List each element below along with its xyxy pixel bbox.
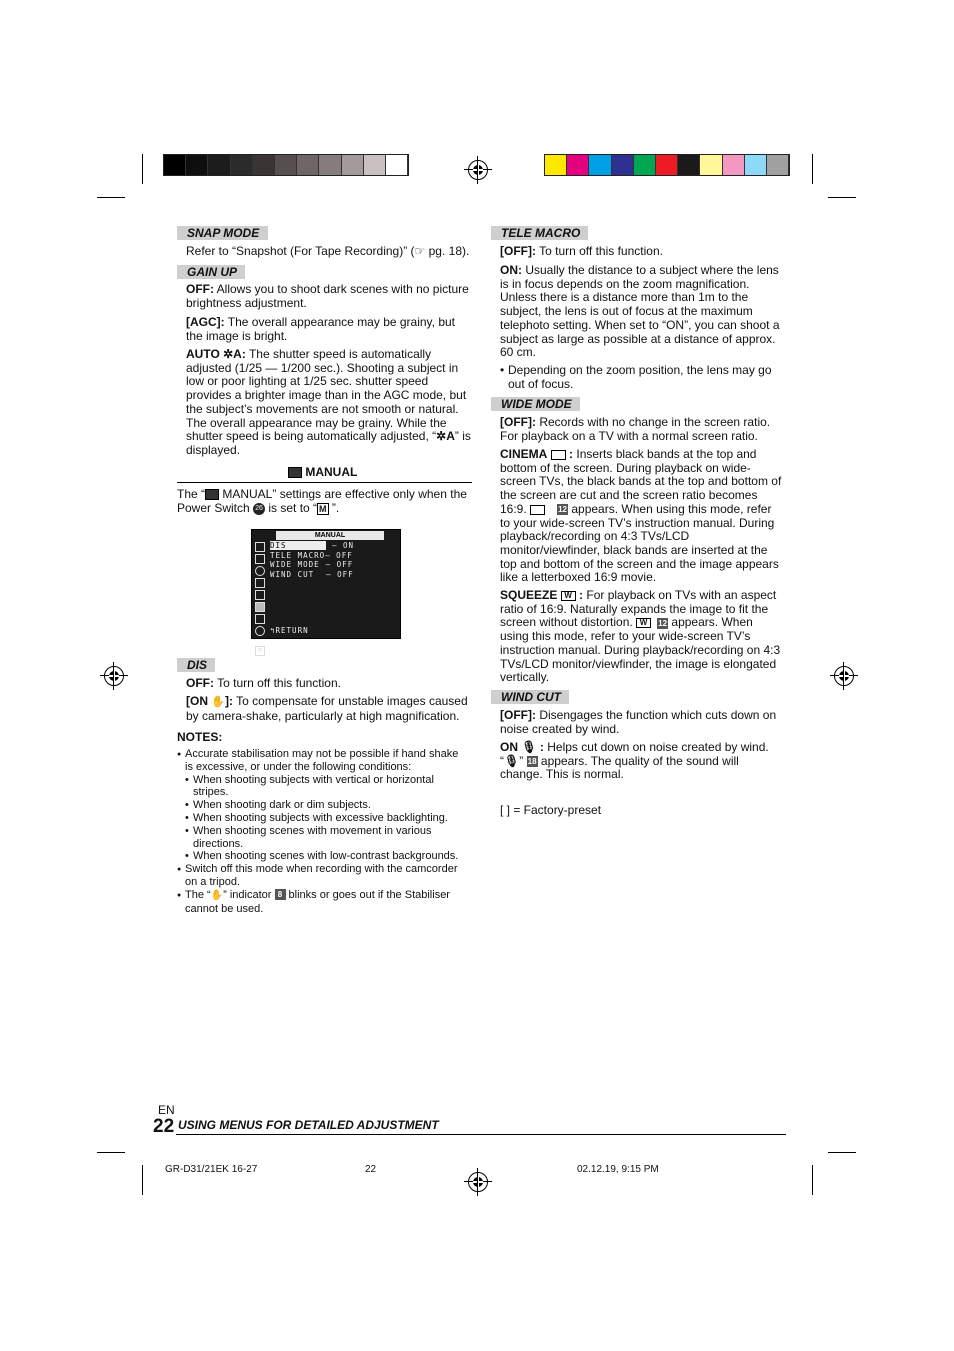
screen-return: ↰RETURN xyxy=(270,626,309,635)
color-swatch xyxy=(767,155,789,175)
notes-list xyxy=(177,748,469,915)
label: : xyxy=(536,740,544,754)
row-value: – OFF xyxy=(325,550,353,560)
crop-mark xyxy=(142,154,143,184)
text: ”. xyxy=(328,500,340,515)
text: Helps cut down on noise created by wind. “ xyxy=(500,740,769,768)
crop-mark xyxy=(97,1152,125,1153)
cinema-icon xyxy=(530,505,545,515)
label: [OFF]: xyxy=(500,244,536,258)
text: MANUAL” settings are effective only when the Power Switch xyxy=(177,487,467,515)
notes-bullets xyxy=(177,748,469,915)
return-label: RETURN xyxy=(275,626,309,635)
menu-icon xyxy=(255,578,265,588)
wind-cut-icon: 🎙 xyxy=(521,740,537,754)
screen-icon-column xyxy=(254,540,266,654)
note-sub-item: • When shooting subjects with excessive backlighting. xyxy=(185,812,469,825)
text: ” xyxy=(519,753,527,768)
note-item: ● Switch off this mode when recording with the camcorder on a tripod. xyxy=(177,863,469,889)
manual-menu-icon xyxy=(288,467,302,478)
color-swatch xyxy=(745,155,767,175)
label: [OFF]: xyxy=(500,708,536,722)
text: appears. The quality of the sound will change. This is normal. xyxy=(500,753,739,782)
color-swatch xyxy=(678,155,700,175)
row-name: DIS xyxy=(270,541,326,550)
note-sub-item: • When shooting dark or dim subjects. xyxy=(185,799,469,812)
label: ON: xyxy=(500,263,522,277)
dis-off xyxy=(186,677,474,691)
auto-gain-icon: ✲A xyxy=(436,429,455,444)
indicator-number-badge: 8 xyxy=(275,889,286,900)
text: Inserts black bands at the top and bottom of the screen. During playback on wide-screen TVs, the black bands at the top and bottom of the screen are cut and the screen ratio becomes 16:9. xyxy=(500,447,782,516)
crop-mark xyxy=(828,197,856,198)
color-swatch xyxy=(545,155,567,175)
crop-mark xyxy=(142,1165,143,1195)
print-date: 02.12.19, 9:15 PM xyxy=(577,1164,659,1175)
hand-shake-icon: ✋ xyxy=(211,696,226,708)
label: ]: xyxy=(225,694,234,708)
color-swatch xyxy=(253,155,275,175)
gain-up-agc xyxy=(186,316,474,343)
color-swatch xyxy=(231,155,253,175)
bullet-list xyxy=(500,364,782,391)
note-sub-item: • When shooting subjects with vertical or horizontal stripes. xyxy=(185,774,469,800)
color-swatch xyxy=(723,155,745,175)
label: OFF: xyxy=(186,676,214,690)
dis-heading: DIS xyxy=(177,658,215,672)
footer-rule xyxy=(176,1134,786,1135)
text: ” is displayed. xyxy=(186,429,471,457)
label: : xyxy=(575,588,584,602)
wind-cut-icon: 🎙 xyxy=(504,753,520,768)
screen-row xyxy=(270,570,396,580)
gray-calibration-bar xyxy=(163,154,409,176)
mode-m-icon: M xyxy=(319,503,327,514)
screen-row xyxy=(270,551,396,561)
tele-macro-off xyxy=(500,245,782,259)
registration-mark-icon xyxy=(104,666,124,686)
crop-mark xyxy=(812,154,813,184)
row-value: – ON xyxy=(332,541,355,550)
manual-heading xyxy=(288,465,357,479)
snap-mode-text: Refer to “Snapshot (For Tape Recording)” (☞ pg. 18). xyxy=(186,244,470,258)
menu-icon xyxy=(255,626,265,636)
color-calibration-bar xyxy=(544,154,790,176)
auto-gain-icon: ✲A xyxy=(223,347,242,361)
close-icon: ✕ xyxy=(255,646,265,656)
row-value: – OFF xyxy=(326,569,354,579)
text: To turn off this function. xyxy=(535,244,663,258)
screen-row xyxy=(270,541,396,551)
color-swatch xyxy=(386,155,408,175)
section-title: USING MENUS FOR DETAILED ADJUSTMENT xyxy=(178,1118,439,1132)
tele-macro-on xyxy=(500,264,782,360)
menu-icon xyxy=(255,602,265,612)
text: For playback on TVs with an aspect ratio of 16:9. Naturally expands the image to fit the screen without distortion. xyxy=(500,588,777,630)
snap-mode-heading: SNAP MODE xyxy=(177,226,268,240)
color-swatch xyxy=(634,155,656,175)
language-label: EN xyxy=(158,1103,175,1117)
tele-macro-bullet xyxy=(500,364,782,391)
row-value: – OFF xyxy=(325,560,354,569)
switch-number-badge: 26 xyxy=(253,503,265,515)
label: : xyxy=(565,447,574,461)
text: To compensate for unstable images caused by camera-shake, particularly at high magnification. xyxy=(186,694,468,723)
row-name: WIND CUT xyxy=(270,569,315,579)
note-sub-list xyxy=(185,774,469,864)
gain-up-off xyxy=(186,283,474,310)
text: The shutter speed is automatically adjusted (1/25 — 1/200 sec.). Shooting a subject in low or poor lighting at 1/25 sec. shutter speed provides a brighter image than in the AGC mode, but the subject’s movements are not smooth or natural. The overall appearance may be grainy. While the shutter speed is being automatically adjusted, “ xyxy=(186,347,467,444)
color-swatch xyxy=(700,155,722,175)
text: The “ xyxy=(185,888,211,901)
wide-mode-off xyxy=(500,416,782,443)
color-swatch xyxy=(319,155,341,175)
wide-mode-heading: WIDE MODE xyxy=(491,397,580,411)
menu-icon xyxy=(255,566,265,576)
label: AUTO xyxy=(186,347,220,361)
color-swatch xyxy=(186,155,208,175)
color-swatch xyxy=(612,155,634,175)
color-swatch xyxy=(208,155,230,175)
wind-cut-on xyxy=(500,741,782,782)
wide-mode-squeeze xyxy=(500,589,782,685)
dis-on xyxy=(186,695,476,723)
menu-icon xyxy=(255,542,265,552)
gain-up-heading: GAIN UP xyxy=(177,265,245,279)
screen-rows xyxy=(270,541,396,579)
label: SQUEEZE xyxy=(500,588,558,602)
label: OFF: xyxy=(186,282,214,296)
gain-up-auto: AUTO ✲A: The shutter speed is automatically adjusted (1/25 — 1/200 sec.). Shooting a subject in low or poor lighting at 1/25 sec. shutter speed provides a brighter image than in the AGC mode, but the subject’s movements are not smooth or natural. The overall appearance may be grainy. While the shutter speed is being automatically adjusted, “✲A” is displayed. xyxy=(186,347,471,457)
crop-mark xyxy=(828,1152,856,1153)
text: appears. When using this mode, refer to your wide-screen TV’s instruction manual. During playback/recording on 4:3 TVs/LCD monitor/viewfinder, black bands are inserted at the top and bottom of the screen and the image appears like a letterboxed 16:9 movie. xyxy=(500,501,779,585)
screen-row xyxy=(270,560,396,570)
text: Records with no change in the screen ratio. For playback on a TV with a normal screen ratio. xyxy=(500,415,771,443)
color-swatch xyxy=(275,155,297,175)
text: blinks or goes out if the Stabiliser cannot be used. xyxy=(185,888,450,915)
text: Accurate stabilisation may not be possible if hand shake is excessive, or under the following conditions: xyxy=(185,748,459,773)
print-sheet-number: 22 xyxy=(365,1164,377,1175)
label: MANUAL xyxy=(305,465,358,479)
row-name: WIDE MODE xyxy=(270,560,320,569)
registration-mark-icon xyxy=(468,1172,488,1192)
page-number: 22 xyxy=(153,1116,175,1137)
label: [ON xyxy=(186,694,212,708)
label: ON xyxy=(500,740,518,754)
color-swatch xyxy=(364,155,386,175)
label: [OFF]: xyxy=(500,415,536,429)
menu-icon xyxy=(255,614,265,624)
squeeze-icon: W xyxy=(561,591,576,601)
manual-rule xyxy=(177,482,472,483)
wide-mode-cinema xyxy=(500,448,782,585)
color-swatch xyxy=(342,155,364,175)
indicator-number-badge: 18 xyxy=(527,757,537,767)
note-sub-item: • When shooting scenes with movement in various directions. xyxy=(185,825,469,851)
note-sub-item: • When shooting scenes with low-contrast backgrounds. xyxy=(185,850,469,863)
hand-shake-icon: ✋ xyxy=(210,889,224,901)
color-swatch xyxy=(297,155,319,175)
screen-title: MANUAL xyxy=(276,531,384,540)
manual-menu-icon xyxy=(205,489,219,500)
menu-icon xyxy=(255,590,265,600)
label: [AGC]: xyxy=(186,315,225,329)
factory-preset-note: [ ] = Factory-preset xyxy=(500,803,602,817)
text: The “ xyxy=(177,487,206,501)
text: ” indicator xyxy=(223,888,275,901)
crop-mark xyxy=(812,1165,813,1195)
crop-mark xyxy=(97,197,125,198)
notes-heading: NOTES: xyxy=(177,730,223,744)
tele-macro-heading: TELE MACRO xyxy=(491,226,588,240)
text: is set to “ xyxy=(265,500,318,515)
note-item xyxy=(177,889,469,916)
text: Disengages the function which cuts down on noise created by wind. xyxy=(500,708,777,736)
color-swatch xyxy=(567,155,589,175)
indicator-number-badge: 12 xyxy=(558,505,567,515)
print-file-label: GR-D31/21EK 16-27 xyxy=(165,1164,258,1175)
text: To turn off this function. xyxy=(214,676,341,690)
menu-icon xyxy=(255,554,265,564)
manual-menu-screen xyxy=(251,529,401,654)
color-swatch xyxy=(164,155,186,175)
registration-mark-icon xyxy=(468,160,488,180)
manual-text xyxy=(177,488,475,515)
note-item xyxy=(177,748,469,863)
wind-cut-heading: WIND CUT xyxy=(491,690,569,704)
row-name: TELE MACRO xyxy=(270,550,326,560)
squeeze-icon: W xyxy=(636,618,651,628)
text: The overall appearance may be grainy, but the image is bright. xyxy=(186,315,456,343)
indicator-number-badge: 12 xyxy=(658,618,668,628)
bullet-item: • Depending on the zoom position, the lens may go out of focus. xyxy=(500,364,782,391)
wind-cut-off xyxy=(500,709,782,736)
label: CINEMA xyxy=(500,447,548,461)
registration-mark-icon xyxy=(834,666,854,686)
text: appears. When using this mode, refer to your wide-screen TV’s instruction manual. During playback/recording on 4:3 TVs/LCD monitor/viewfinder, the image is elongated vertically. xyxy=(500,615,781,685)
color-swatch xyxy=(656,155,678,175)
color-swatch xyxy=(589,155,611,175)
cinema-icon xyxy=(551,450,566,460)
text: Usually the distance to a subject where the lens is in focus depends on the zoom magnification. Unless there is a distance more than 1m to the subject, the lens is out of focus at the maximum telephoto setting. When set to “ON”, you can shoot a subject as large as possible at a distance of approx. 60 cm. xyxy=(500,263,780,360)
text: Allows you to shoot dark scenes with no picture brightness adjustment. xyxy=(186,282,469,310)
